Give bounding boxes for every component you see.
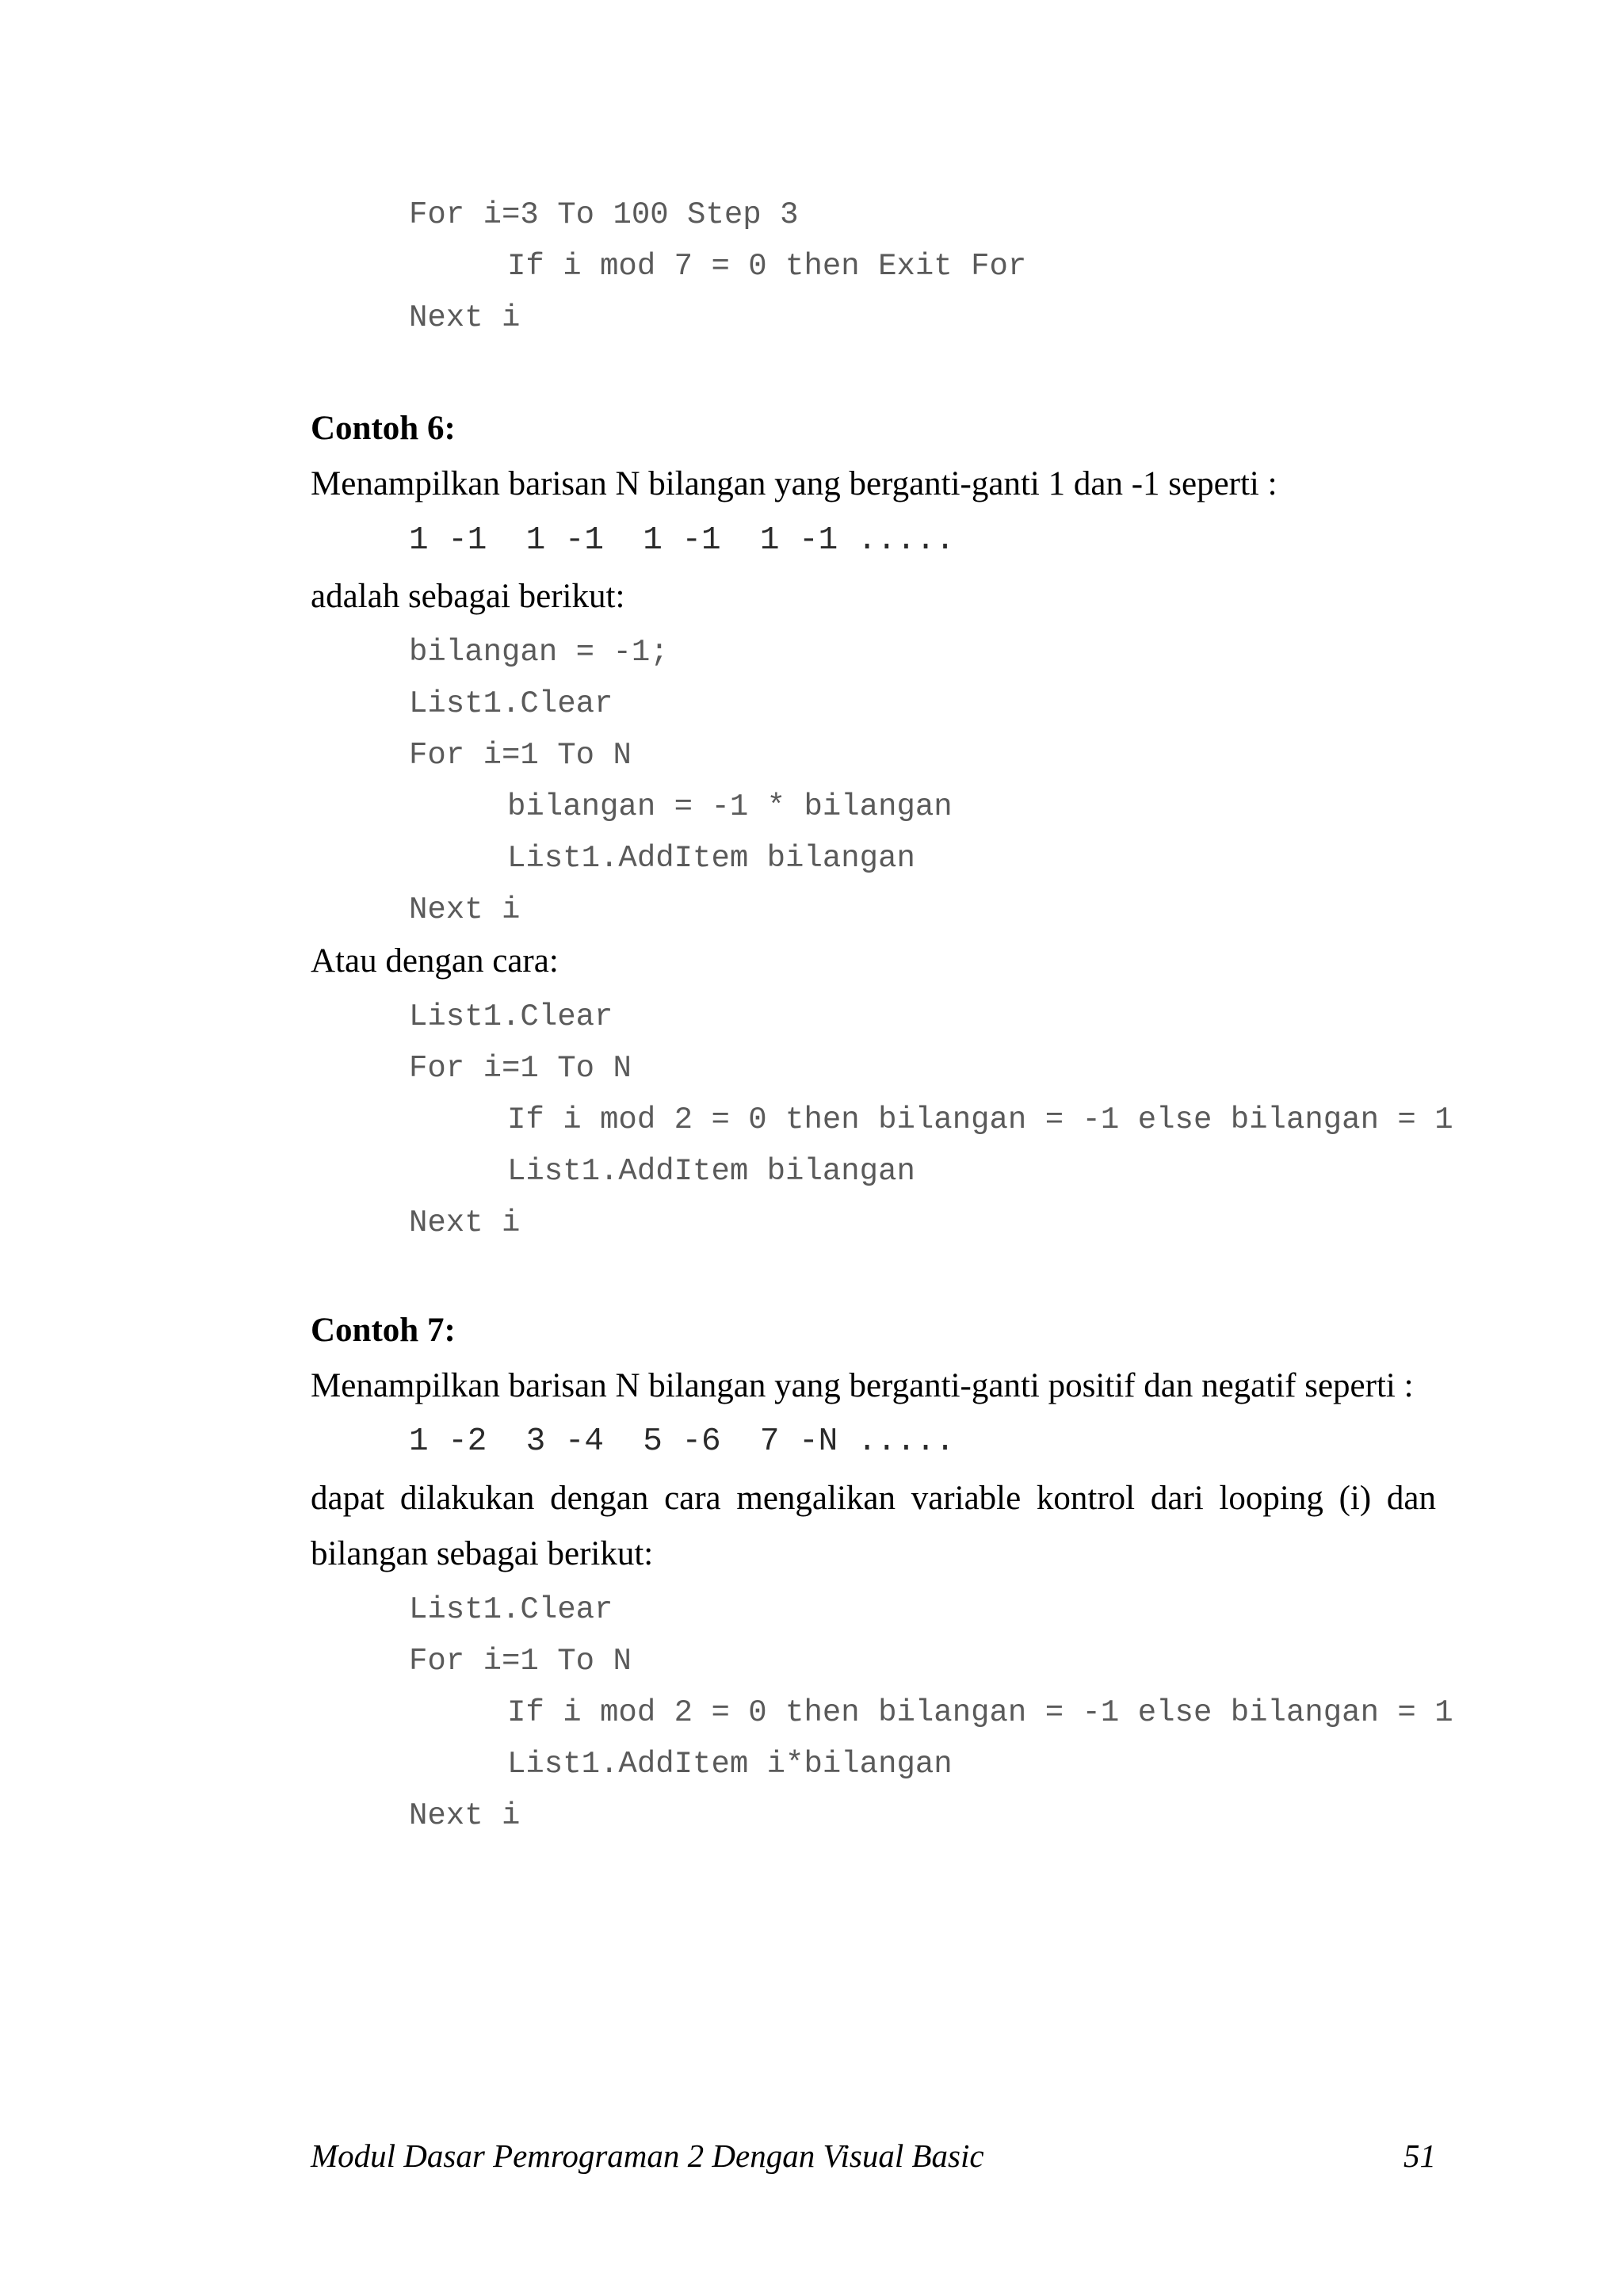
code-line: List1.AddItem bilangan <box>507 841 915 876</box>
code-line: If i mod 7 = 0 then Exit For <box>507 249 1027 284</box>
paragraph-text: Menampilkan barisan N bilangan yang berganti-ganti 1 dan -1 seperti : <box>311 465 1277 502</box>
code-line: For i=3 To 100 Step 3 <box>409 197 799 232</box>
number-sequence: 1 -1 1 -1 1 -1 1 -1 ..... <box>409 522 955 559</box>
paragraph-text: Menampilkan barisan N bilangan yang berganti-ganti positif dan negatif seperti : <box>311 1367 1414 1404</box>
code-line: Next i <box>409 1205 521 1240</box>
footer-title: Modul Dasar Pemrograman 2 Dengan Visual Basic <box>311 2137 984 2174</box>
code-line: List1.AddItem i*bilangan <box>507 1747 953 1782</box>
code-line: Next i <box>409 300 521 335</box>
code-line: Next i <box>409 892 521 927</box>
code-line: For i=1 To N <box>409 1644 632 1679</box>
code-line: List1.Clear <box>409 999 613 1034</box>
page-number: 51 <box>1403 2137 1436 2174</box>
paragraph-text: bilangan sebagai berikut: <box>311 1535 654 1572</box>
code-line: List1.AddItem bilangan <box>507 1154 915 1189</box>
code-line: If i mod 2 = 0 then bilangan = -1 else bilangan = 1 <box>507 1102 1453 1137</box>
code-line: List1.Clear <box>409 686 613 721</box>
code-line: bilangan = -1 * bilangan <box>507 789 953 824</box>
paragraph-text: dapat dilakukan dengan cara mengalikan variable kontrol dari looping (i) dan <box>311 1480 1436 1517</box>
code-line: If i mod 2 = 0 then bilangan = -1 else bilangan = 1 <box>507 1695 1453 1730</box>
number-sequence: 1 -2 3 -4 5 -6 7 -N ..... <box>409 1423 955 1460</box>
section-heading-contoh-6: Contoh 6: <box>311 410 456 447</box>
code-line: Next i <box>409 1798 521 1833</box>
paragraph-text: adalah sebagai berikut: <box>311 578 625 615</box>
paragraph-text: Atau dengan cara: <box>311 942 559 980</box>
code-line: List1.Clear <box>409 1592 613 1627</box>
code-line: For i=1 To N <box>409 738 632 773</box>
code-line: For i=1 To N <box>409 1051 632 1086</box>
section-heading-contoh-7: Contoh 7: <box>311 1312 456 1349</box>
code-line: bilangan = -1; <box>409 635 669 670</box>
